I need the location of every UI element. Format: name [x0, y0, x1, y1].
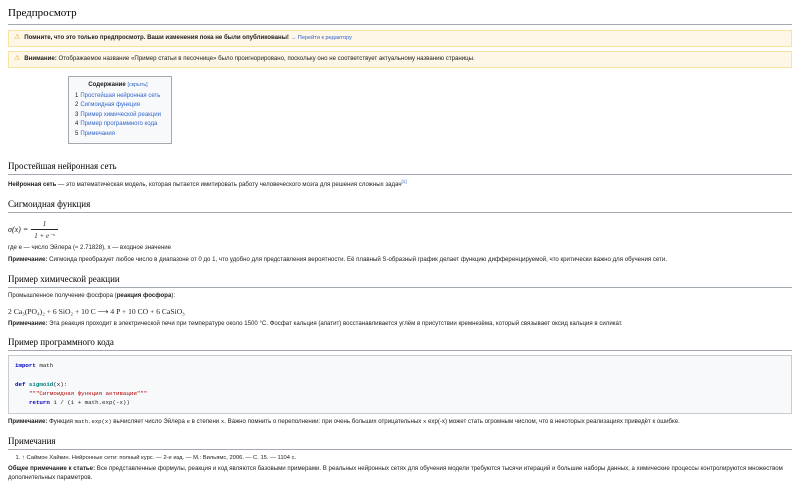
- code-line: """Сигмоидная функция активации""": [29, 390, 148, 398]
- toc-item-number: 1: [75, 92, 79, 99]
- sigmoid-note: [8, 256, 792, 265]
- code-line: def sigmoid(x):: [15, 380, 68, 388]
- chemistry-equation: 2 Ca₃(PO₄)₂ + 6 SiO₂ + 10 C ⟶ 4 P + 10 CO + 6 CaSiO₃: [8, 306, 185, 316]
- chemistry-term: реакция фосфора: [116, 291, 172, 299]
- sigmoid-fraction: [31, 219, 58, 241]
- neural-lead-paragraph: [8, 179, 792, 190]
- list-item: [75, 91, 161, 100]
- list-item: [75, 110, 161, 119]
- reference-link-1[interactable]: [1]: [401, 178, 407, 184]
- sigmoid-denominator: 1 + e⁻ˣ: [34, 231, 55, 240]
- toc-item-number: 3: [75, 111, 79, 118]
- neural-definition: — это математическая модель, которая пытается имитировать работу человеческого мозга для решения сложных задач: [56, 180, 402, 188]
- code-note-label: Примечание:: [8, 417, 48, 425]
- display-title-notice-label: Внимание:: [24, 54, 57, 62]
- chemistry-note-text: Эта реакция проходит в электрической печи при температуре около 1500 °C. Фосфат кальция (апатит) восстанавливается углём в присутствии кремнезёма, который связывает оксид кальция в силикат.: [47, 319, 623, 327]
- code-line: return 1 / (1 + math.exp(-x)): [29, 399, 130, 407]
- sigmoid-note-label: Примечание:: [8, 255, 48, 263]
- preview-notice-text: [24, 34, 352, 43]
- code-note: [8, 418, 792, 427]
- list-item: [75, 120, 161, 129]
- code-block: [8, 355, 792, 413]
- code-line: [15, 371, 785, 380]
- display-title-notice-message: Отображаемое название «Пример статьи в песочнице» было проигнорировано, поскольку оно не соответствует актуальному названию страницы.: [56, 54, 475, 62]
- section-heading-neural: Простейшая нейронная сеть: [8, 160, 792, 175]
- toc-toggle-link[interactable]: [скрыть]: [127, 81, 148, 88]
- toc-title: [75, 81, 161, 90]
- chemistry-note-label: Примечание:: [8, 319, 48, 327]
- chemistry-lead-paragraph: [8, 292, 792, 301]
- display-title-notice-text: [24, 55, 474, 64]
- toc-item-number: 2: [75, 102, 79, 109]
- toc-title-label: Содержание: [88, 80, 126, 88]
- code-note-text-2: вычисляет число Эйлера: [111, 417, 187, 425]
- references-list: [8, 454, 792, 462]
- preview-notice-message: Помните, что это только предпросмотр. Ваши изменения пока не были опубликованы!: [24, 33, 289, 41]
- general-note-label: Общее примечание к статье:: [8, 465, 96, 472]
- toc-item-number: 5: [75, 130, 79, 137]
- code-line: import math: [15, 362, 54, 370]
- toc-link-sigmoid[interactable]: Сигмоидная функция: [80, 102, 140, 109]
- toc-link-neural[interactable]: Простейшая нейронная сеть: [80, 92, 161, 99]
- code-note-inline-2: e: [186, 417, 190, 425]
- sigmoid-formula: [8, 219, 792, 241]
- sigmoid-note-text: Сигмоида преобразует любое число в диапазоне от 0 до 1, что удобно для представления вероятности. Её плавный S-образный график делает функцию дифференцируемой, что критически важно для обучения сети.: [47, 255, 667, 263]
- general-note-text: Все представленные формулы, реакция и код являются базовыми примерами. В реальных нейронных сетях для обучения модели требуются тысячи итераций и большие наборы данных, а химические процессы контролируются множеством дополнительных параметров.: [8, 465, 783, 481]
- section-heading-sigmoid: Сигмоидная функция: [8, 198, 792, 213]
- toc-link-code[interactable]: Пример программного кода: [80, 121, 158, 128]
- warning-icon: ⚠: [14, 55, 21, 63]
- display-title-notice-banner: [8, 51, 792, 68]
- code-note-text-4: . Важно помнить о переполнении: при очень больших отрицательных: [224, 417, 423, 425]
- chemistry-lead-after: ):: [171, 291, 176, 299]
- list-item: 1. ↑ Саймон Хайкин. Нейронные сети: полный курс. — 2-е изд. — М.: Вильямс, 2006. — С. 15. — 1104 с.: [22, 454, 792, 462]
- warning-icon: ⚠: [14, 34, 21, 42]
- list-item: [75, 129, 161, 138]
- neural-term: Нейронная сеть: [8, 180, 57, 188]
- toc-item-number: 4: [75, 121, 79, 128]
- toc-link-chemistry[interactable]: Пример химической реакции: [80, 111, 161, 118]
- chemistry-note: [8, 320, 792, 329]
- page-title: Предпросмотр: [8, 6, 792, 25]
- sigmoid-where-line: где e — число Эйлера (≈ 2.71828), x — входное значение: [8, 244, 172, 251]
- toc-list: [75, 91, 161, 138]
- go-to-editor-link[interactable]: → Перейти к редактору: [290, 34, 352, 41]
- table-of-contents: [68, 76, 172, 144]
- preview-notice-banner: [8, 30, 792, 47]
- sigmoid-formula-lhs: σ(x) =: [8, 225, 29, 235]
- code-note-inline-3: x: [220, 417, 225, 425]
- section-heading-code: Пример программного кода: [8, 336, 792, 351]
- sigmoid-numerator: 1: [31, 219, 58, 231]
- code-note-text-1: Функция: [47, 417, 75, 425]
- code-note-inline-1: math.exp(x): [74, 417, 112, 425]
- chemistry-lead-before: Промышленное получение фосфора (: [8, 291, 117, 299]
- section-heading-chemistry: Пример химической реакции: [8, 273, 792, 288]
- general-note: [8, 465, 792, 483]
- code-note-text-5: exp(-x) может стать огромным числом, что в некоторых реализациях приведёт к ошибке.: [426, 417, 680, 425]
- section-heading-notes: Примечания: [8, 435, 792, 450]
- code-note-text-3: в степени: [189, 417, 221, 425]
- toc-link-notes[interactable]: Примечания: [80, 130, 115, 137]
- code-note-inline-4: x: [422, 417, 427, 425]
- list-item: [75, 101, 161, 110]
